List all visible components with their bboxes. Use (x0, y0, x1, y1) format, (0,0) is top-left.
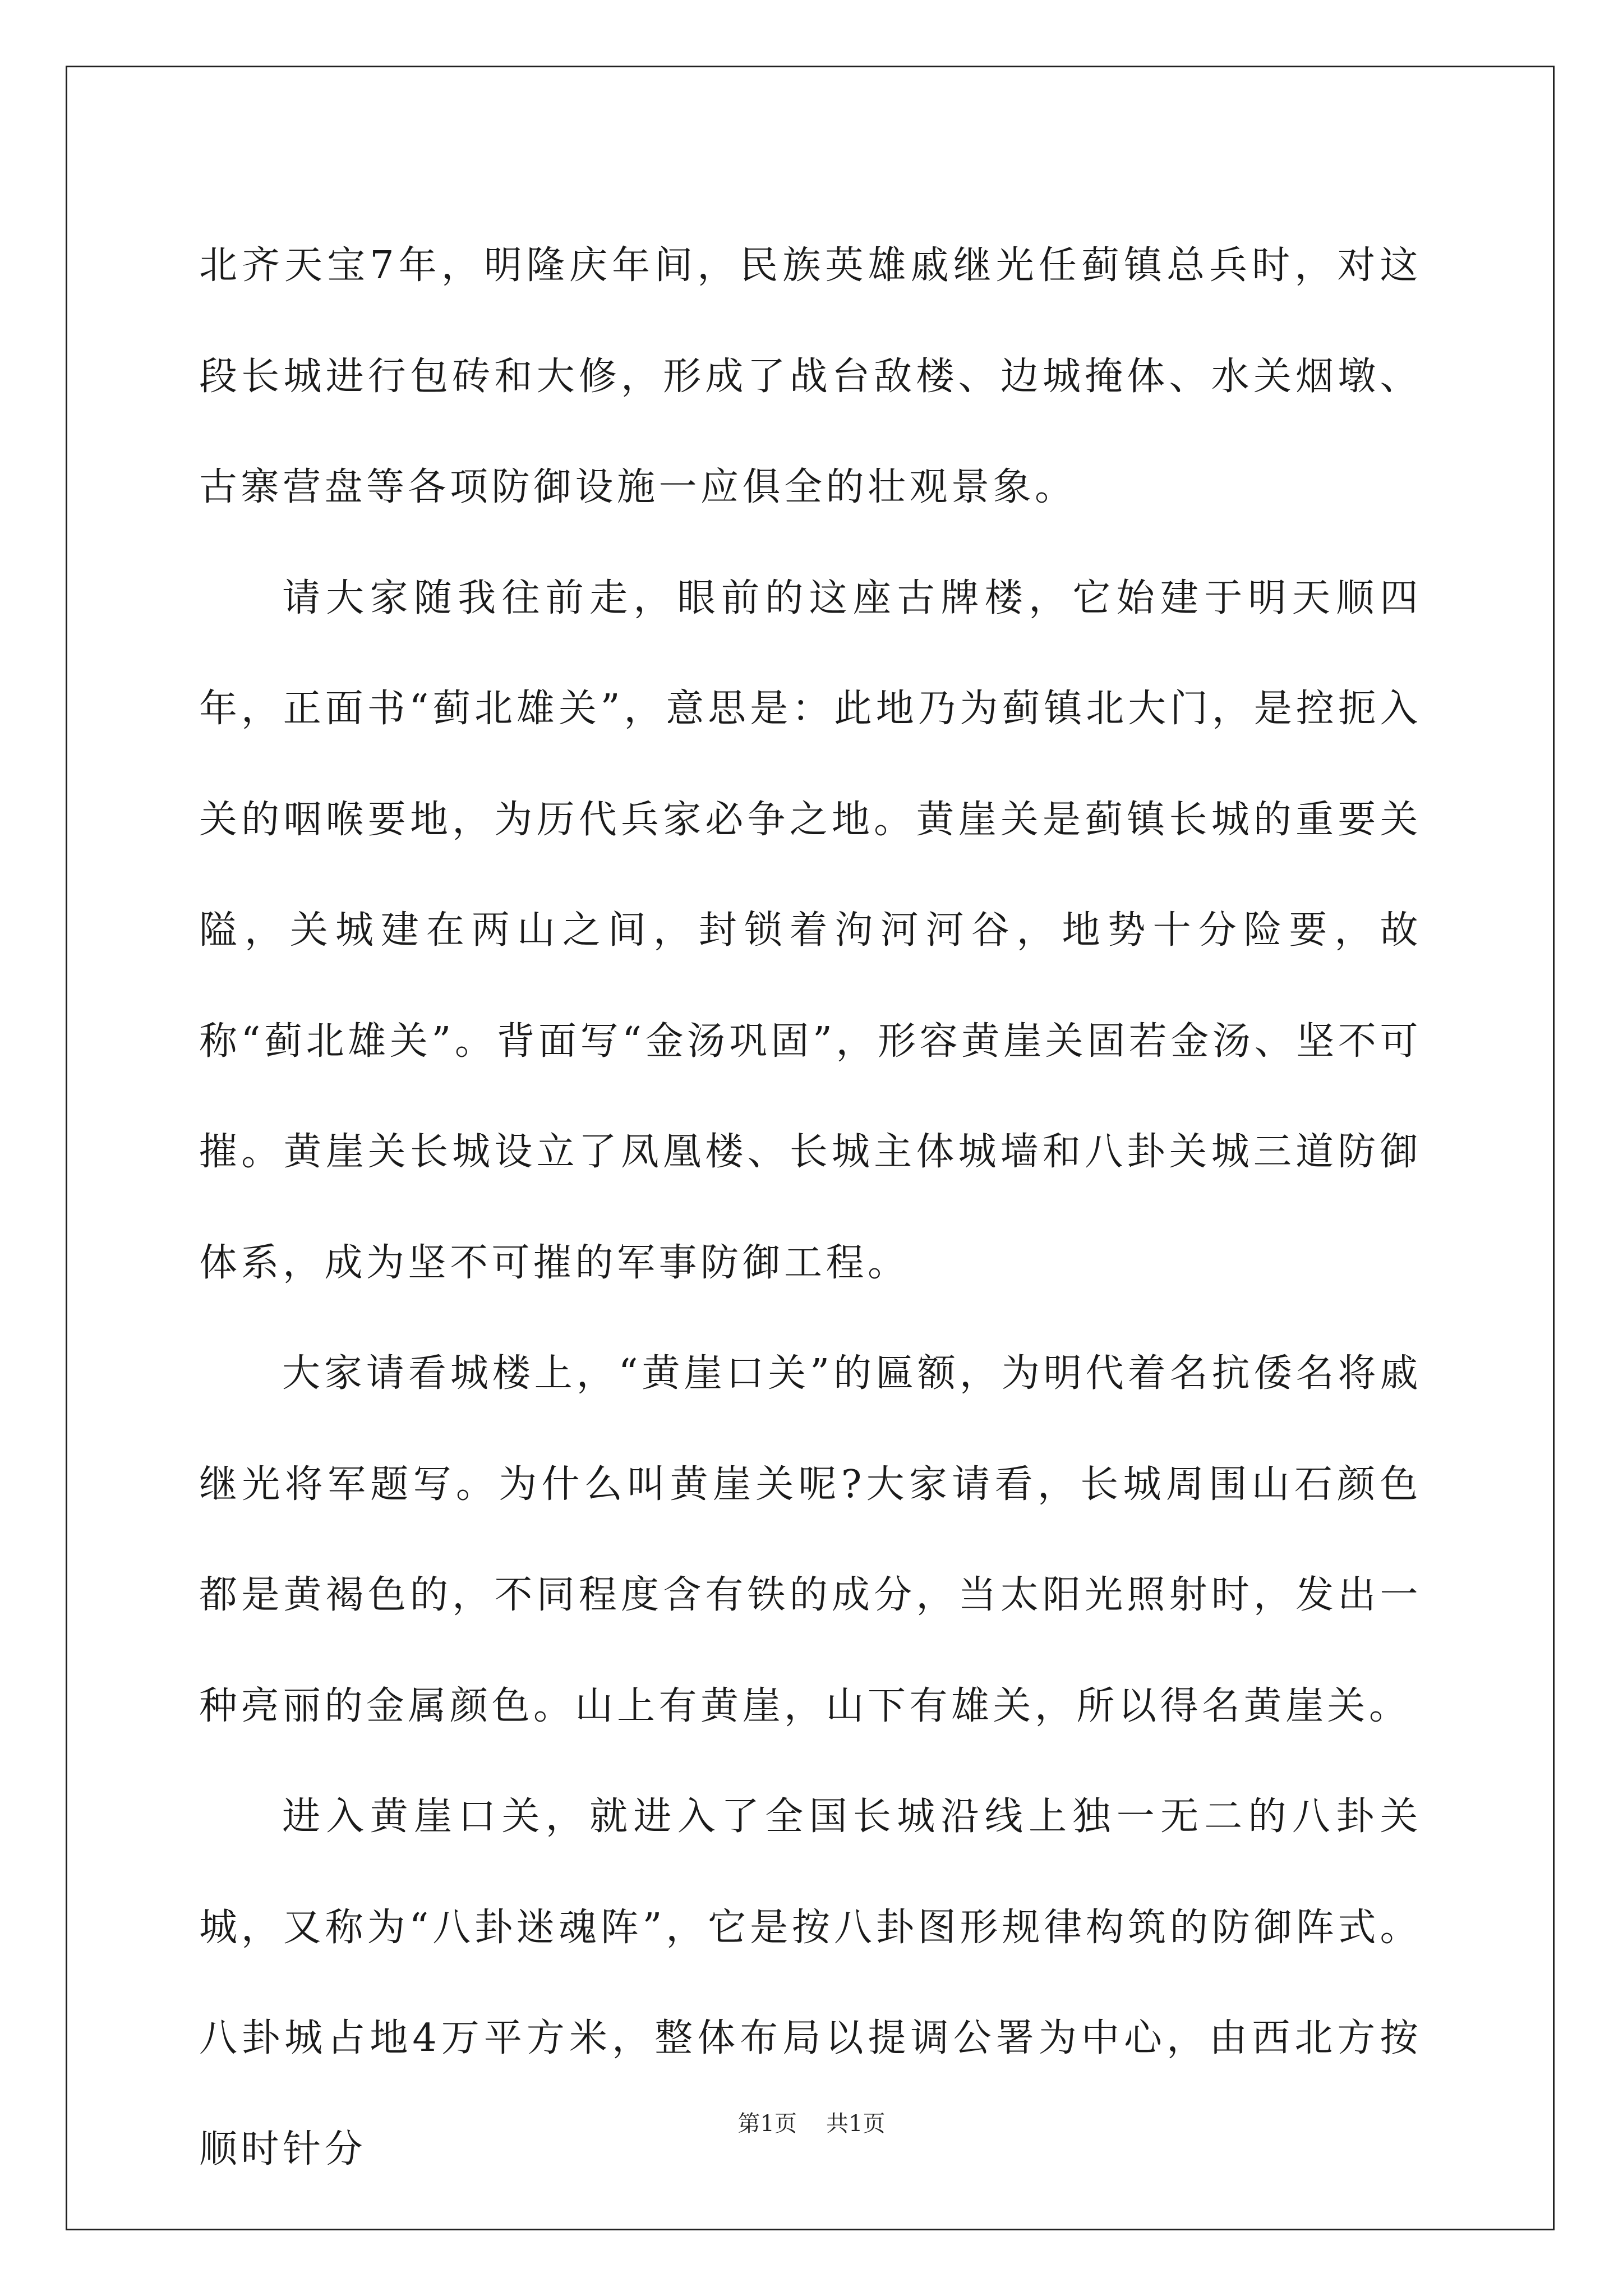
paragraph-2: 请大家随我往前走，眼前的这座古牌楼，它始建于明天顺四年，正面书“蓟北雄关”，意思是：此地乃为蓟镇北大门，是控扼入关的咽喉要地，为历代兵家必争之地。黄崖关是蓟镇长城的重要关隘，关城建在两山之间，封锁着泃河河谷，地势十分险要，故称“蓟北雄关”。背面写“金汤巩固”，形容黄崖关固若金汤、坚不可摧。黄崖关长城设立了凤凰楼、长城主体城墙和八卦关城三道防御体系，成为坚不可摧的军事防御工程。 (199, 576, 1422, 1285)
paragraph-4: 进入黄崖口关，就进入了全国长城沿线上独一无二的八卦关城，又称为“八卦迷魂阵”，它是按八卦图形规律构筑的防御阵式。八卦城占地4万平方米，整体布局以提调公署为中心，由西北方按顺时针分 (199, 1795, 1422, 2171)
paragraph-3: 大家请看城楼上，“黄崖口关”的匾额，为明代着名抗倭名将戚继光将军题写。为什么叫黄崖关呢?大家请看，长城周围山石颜色都是黄褐色的，不同程度含有铁的成分，当太阳光照射时，发出一种亮丽的金属颜色。山上有黄崖，山下有雄关，所以得名黄崖关。 (199, 1351, 1422, 1728)
page-total: 共1页 (826, 2111, 886, 2137)
paragraph-1: 北齐天宝7年，明隆庆年间，民族英雄戚继光任蓟镇总兵时，对这段长城进行包砖和大修，形成了战台敌楼、边城掩体、水关烟墩、古寨营盘等各项防御设施一应俱全的壮观景象。 (199, 243, 1422, 509)
document-body (199, 210, 1422, 2205)
page-footer (0, 2106, 1623, 2138)
page-number: 第1页 (737, 2111, 797, 2137)
